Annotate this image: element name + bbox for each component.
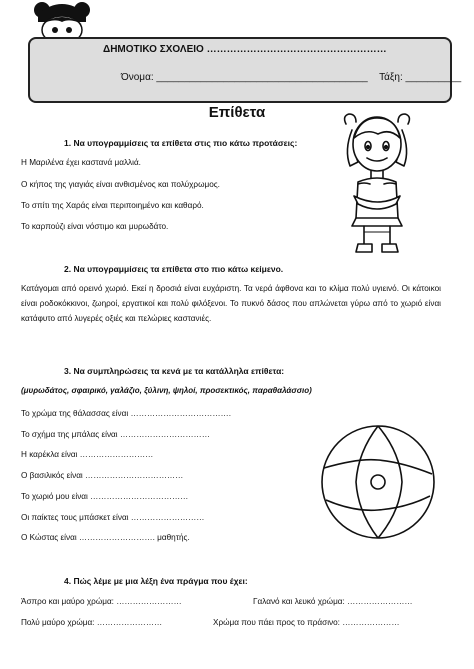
ex1-line-3: Το σπίτι της Χαράς είναι περιποιημένο και καθαρό. <box>21 201 204 210</box>
school-line: ΔΗΜΟΤΙΚΟ ΣΧΟΛΕΙΟ ……………………………………………… <box>103 44 387 55</box>
ex1-title: 1. Να υπογραμμίσεις τα επίθετα στις πιο κάτω προτάσεις: <box>64 138 298 148</box>
page-title: Επίθετα <box>208 104 266 121</box>
class-label: Τάξη: __________ <box>379 72 462 83</box>
girl-illustration <box>334 110 420 260</box>
ex3-hint: (μυρωδάτος, σφαιρικό, γαλάζιο, ξύλινη, ψηλοί, προσεκτικός, παραθαλάσσιο) <box>21 386 312 395</box>
ex3-title: 3. Να συμπληρώσεις τα κενά με τα κατάλληλα επίθετα: <box>64 366 285 376</box>
ex4-row1-left: Άσπρο και μαύρο χρώμα: …………………… <box>21 597 182 606</box>
ex3-line-5: Το χωριό μου είναι ……………………………… <box>21 492 189 501</box>
ex3-line-1: Το χρώμα της θάλασσας είναι ………………………………. <box>21 409 231 418</box>
ex3-line-2: Το σχήμα της μπάλας είναι …………………………… <box>21 430 210 439</box>
ex4-row1-right: Γαλανό και λευκό χρώμα: …………………… <box>253 597 413 606</box>
ex3-line-6: Οι παίκτες τους μπάσκετ είναι ……………………… <box>21 513 205 522</box>
beach-ball-illustration <box>318 422 438 542</box>
name-label: Όνομα: ______________________________________ <box>121 72 368 83</box>
ex4-title: 4. Πώς λέμε με μια λέξη ένα πράγμα που έχει: <box>64 576 248 586</box>
ex1-line-2: Ο κήπος της γιαγιάς είναι ανθισμένος και πολύχρωμος. <box>21 180 220 189</box>
ex4-row2-right: Χρώμα που πάει προς το πράσινο: ………………… <box>213 618 400 627</box>
ex3-line-3: Η καρέκλα είναι ……………………… <box>21 450 154 459</box>
ex1-line-1: Η Μαριλένα έχει καστανά μαλλιά. <box>21 158 141 167</box>
ex4-row2-left: Πολύ μαύρο χρώμα: …………………… <box>21 618 163 627</box>
ex2-text: Κατάγομαι από ορεινό χωριό. Εκεί η δροσιά είναι ευχάριστη. Τα νερά άφθονα και το κλίμα πολύ υγιεινό. Οι κάτοικοι είναι ροδοκόκκινοι, ζωηροί, εργατικοί και πολύ φιλόξενοι. Το πυκνό δάσος που απλώνεται γύρω από το χωριό είναι κατάφυτο από λυγερές οξιές και πελώριες καστανιές. <box>21 284 441 323</box>
ex3-line-7: Ο Κώστας είναι ………………………. μαθητής. <box>21 533 190 542</box>
ex1-line-4: Το καρπούζι είναι νόστιμο και μυρωδάτο. <box>21 222 169 231</box>
ex2-title: 2. Να υπογραμμίσεις τα επίθετα στο πιο κάτω κείμενο. <box>64 264 284 274</box>
ex3-line-4: Ο βασιλικός είναι ……………………………… <box>21 471 184 480</box>
name-class-row <box>121 72 461 83</box>
